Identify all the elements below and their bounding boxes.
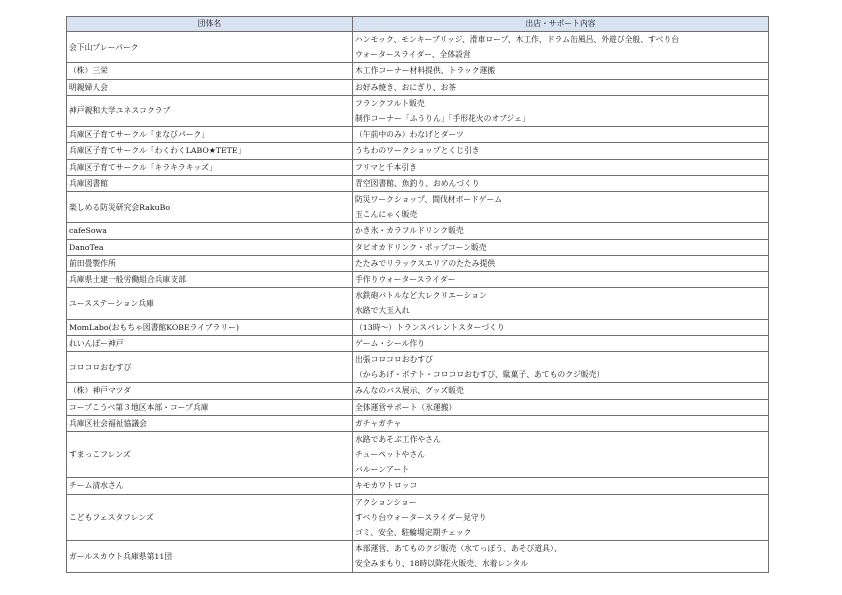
support-content-line: 手作りウォータースライダー — [355, 274, 456, 284]
support-content-line: うちわのワークショップとくじ引き — [355, 146, 480, 156]
support-content-line: チューペットやさん — [355, 450, 425, 460]
table-row — [67, 32, 769, 63]
table-row — [67, 288, 769, 319]
support-content-line: （からあげ・ポテト・コロコロおむすび、駄菓子、あてものクジ販売） — [355, 370, 605, 380]
support-content-cell — [353, 32, 769, 63]
organization-name-cell: （株）三栄 — [67, 63, 353, 79]
table-body — [67, 32, 769, 573]
table-row — [67, 494, 769, 541]
support-content-line: ウォータースライダー、全体設営 — [355, 50, 471, 60]
support-content-cell — [353, 541, 769, 572]
organization-name-cell: MomLabo(おもちゃ図書館KOBEライブラリー) — [67, 319, 353, 335]
organization-name-cell: 兵庫区社会福祉協議会 — [67, 415, 353, 431]
organization-name-cell: こどもフェスタフレンズ — [67, 494, 353, 541]
support-content-cell — [353, 494, 769, 541]
table-row — [67, 541, 769, 572]
support-content-line: たたみでリラックスエリアのたたみ提供 — [355, 258, 496, 268]
table-header-row — [67, 17, 769, 32]
organization-name-cell: （株）神戸マツダ — [67, 383, 353, 399]
table-row — [67, 383, 769, 399]
header-organization-name: 団体名 — [67, 17, 353, 32]
support-content-line: みんなのバス展示、グッズ販売 — [355, 386, 464, 396]
organization-name-cell: 兵庫区子育てサークル「わくわくLABO★TETE」 — [67, 143, 353, 159]
support-content-cell — [353, 159, 769, 175]
header-support-content: 出店・サポート内容 — [353, 17, 769, 32]
table-row — [67, 63, 769, 79]
organization-name-cell: コロコロおむすび — [67, 351, 353, 382]
support-content-cell — [353, 191, 769, 222]
support-content-cell — [353, 143, 769, 159]
organization-name-cell: 神戸親和大学ユネスコクラブ — [67, 95, 353, 126]
support-content-line: ハンモック、モンキーブリッジ、滑車ロープ、木工作、ドラム缶風呂、外遊び全般、すべり台 — [355, 35, 680, 44]
organization-name-cell: 明親婦人会 — [67, 79, 353, 95]
support-content-line: アクションショー — [355, 497, 417, 507]
organization-name-cell: DanoTea — [67, 239, 353, 255]
organization-name-cell: 前田畳製作所 — [67, 255, 353, 271]
support-content-cell — [353, 335, 769, 351]
support-content-cell — [353, 223, 769, 239]
support-content-line: 全体運営サポート（氷運搬） — [355, 402, 457, 412]
support-content-line: 玉こんにゃく販売 — [355, 210, 418, 220]
support-content-line: （13時～）トランスパレントスターづくり — [355, 322, 505, 332]
support-content-line: お好み焼き、おにぎり、お茶 — [355, 82, 457, 92]
support-content-cell — [353, 399, 769, 415]
support-content-line: （午前中のみ）わなげとダーツ — [355, 130, 464, 140]
support-content-line: 水鉄砲バトルなど大レクリエーション — [355, 291, 487, 301]
table-row — [67, 223, 769, 239]
table-row — [67, 143, 769, 159]
table-row — [67, 319, 769, 335]
table-row — [67, 478, 769, 494]
table-row — [67, 399, 769, 415]
support-content-line: キモカワトロッコ — [355, 481, 418, 491]
organization-name-cell: cafeSowa — [67, 223, 353, 239]
support-content-cell — [353, 271, 769, 287]
support-content-line: フランクフルト販売 — [355, 98, 425, 108]
support-content-line: ゴミ、安全、駐輪場定期チェック — [355, 528, 472, 538]
support-content-line: かき氷・カラフルドリンク販売 — [355, 226, 464, 236]
table-row — [67, 271, 769, 287]
support-content-line: バルーンアート — [355, 465, 410, 475]
organization-name-cell: 楽しめる防災研究会RakuBo — [67, 191, 353, 222]
support-content-cell — [353, 383, 769, 399]
table-row — [67, 335, 769, 351]
support-content-cell — [353, 288, 769, 319]
table-row — [67, 351, 769, 382]
organization-name-cell: 会下山プレーパーク — [67, 32, 353, 63]
support-content-cell — [353, 63, 769, 79]
organization-name-cell: 兵庫区子育てサークル「キラキラキッズ」 — [67, 159, 353, 175]
support-content-cell — [353, 319, 769, 335]
support-content-line: 本部運営、あてものクジ販売（水てっぽう、あそび道具）、 — [355, 544, 562, 554]
support-content-cell — [353, 127, 769, 143]
table-row — [67, 127, 769, 143]
support-content-cell — [353, 175, 769, 191]
organization-name-cell: 兵庫区子育てサークル「まなびパーク」 — [67, 127, 353, 143]
support-content-cell — [353, 95, 769, 126]
organization-name-cell: ガールスカウト兵庫県第11団 — [67, 541, 353, 572]
table-row — [67, 255, 769, 271]
table-row — [67, 191, 769, 222]
table-row — [67, 239, 769, 255]
organization-name-cell: れいんぼー神戸 — [67, 335, 353, 351]
support-content-line: 出張コロコロおむすび — [355, 354, 433, 364]
support-content-line: フリマと千本引き — [355, 162, 417, 172]
support-content-line: すべり台ウォータースライダー見守り — [355, 512, 487, 522]
support-content-line: 制作コーナー「ふうりん」「手形花火のオブジェ」 — [355, 113, 530, 123]
support-content-line: タピオカドリンク・ポップコーン販売 — [355, 242, 487, 252]
support-content-cell — [353, 239, 769, 255]
support-content-line: 水路であそぶ工作やさん — [355, 434, 441, 444]
organization-name-cell: コープこうべ第３地区本部・コープ兵庫 — [67, 399, 353, 415]
organization-name-cell: すまっこフレンズ — [67, 431, 353, 478]
support-content-cell — [353, 255, 769, 271]
support-content-line: 安全みまもり、18時以降花火販売、水着レンタル — [355, 559, 529, 569]
organization-name-cell: 兵庫県土建一般労働組合兵庫支部 — [67, 271, 353, 287]
support-content-cell — [353, 415, 769, 431]
organization-name-cell: チーム清水さん — [67, 478, 353, 494]
support-content-line: ガチャガチャ — [355, 418, 402, 428]
support-content-line: 防災ワークショップ、間伐材ボードゲーム — [355, 194, 503, 204]
table-row — [67, 95, 769, 126]
support-content-cell — [353, 431, 769, 478]
support-content-line: ゲーム・シール作り — [355, 338, 426, 348]
table-row — [67, 175, 769, 191]
table-row — [67, 415, 769, 431]
table-row — [67, 431, 769, 478]
support-content-line: 木工作コーナー材料提供、トラック運搬 — [355, 66, 496, 76]
table-row — [67, 159, 769, 175]
support-content-cell — [353, 79, 769, 95]
support-content-cell — [353, 351, 769, 382]
table-row — [67, 79, 769, 95]
support-content-line: 水路で大玉入れ — [355, 306, 410, 316]
organization-name-cell: ユースステーション兵庫 — [67, 288, 353, 319]
support-content-cell — [353, 478, 769, 494]
organization-table — [66, 16, 769, 573]
organization-name-cell: 兵庫図書館 — [67, 175, 353, 191]
support-content-line: 青空図書館、魚釣り、おめんづくり — [355, 178, 480, 188]
